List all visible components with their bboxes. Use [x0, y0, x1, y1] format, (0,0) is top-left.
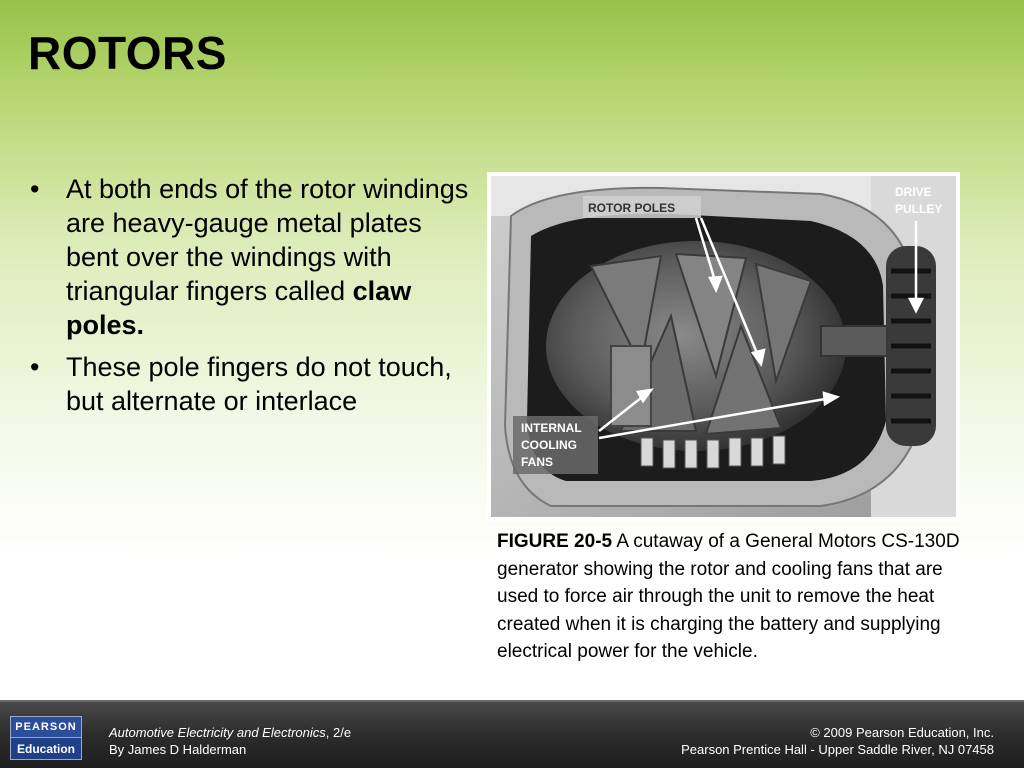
- bullet-emphasis: claw poles.: [66, 276, 412, 340]
- bullet-text: These pole fingers do not touch, but alternate or interlace: [66, 352, 452, 416]
- label-rotor-poles: ROTOR POLES: [588, 201, 676, 215]
- slide-title: ROTORS: [28, 27, 227, 79]
- figure-caption-text: A cutaway of a General Motors CS-130D generator showing the rotor and cooling fans that are used to force air through the unit to remove the heat created when it is charging the battery and supplying electrical power for the vehicle.: [497, 531, 960, 662]
- label-cooling: COOLING: [521, 438, 577, 452]
- label-drive: DRIVE: [895, 185, 932, 199]
- footer-publisher: Pearson Prentice Hall - Upper Saddle River, NJ 07458: [681, 742, 994, 757]
- bullet-list: [28, 172, 478, 426]
- figure-caption-label: FIGURE 20-5: [497, 531, 613, 552]
- logo-pearson-text: PEARSON: [11, 717, 81, 738]
- bullet-dot: •: [30, 352, 40, 382]
- footer-copyright: © 2009 Pearson Education, Inc.: [810, 725, 994, 740]
- label-fans: FANS: [521, 455, 554, 469]
- bullet-text: At both ends of the rotor windings are heavy-gauge metal plates bent over the windings with triangular fingers called: [66, 174, 469, 306]
- label-pulley: PULLEY: [895, 202, 943, 216]
- footer-edition: , 2/e: [325, 725, 352, 740]
- pulley-grooves: [886, 246, 936, 446]
- bullet-dot: •: [30, 174, 40, 204]
- footer-bar: [0, 700, 1024, 768]
- footer-publisher-info: [681, 724, 994, 758]
- pearson-education-logo: [10, 716, 82, 760]
- footer-book-info: [109, 724, 351, 758]
- label-internal: INTERNAL: [521, 421, 582, 435]
- logo-education-text: Education: [16, 742, 75, 756]
- footer-book-title: Automotive Electricity and Electronics: [109, 725, 326, 740]
- bullet-item: [28, 172, 478, 342]
- figure-photo: [487, 172, 960, 521]
- generator-cutaway-image: [491, 176, 956, 517]
- bullet-item: [28, 350, 478, 418]
- figure-caption: [497, 528, 963, 666]
- footer-author: By James D Halderman: [109, 742, 247, 757]
